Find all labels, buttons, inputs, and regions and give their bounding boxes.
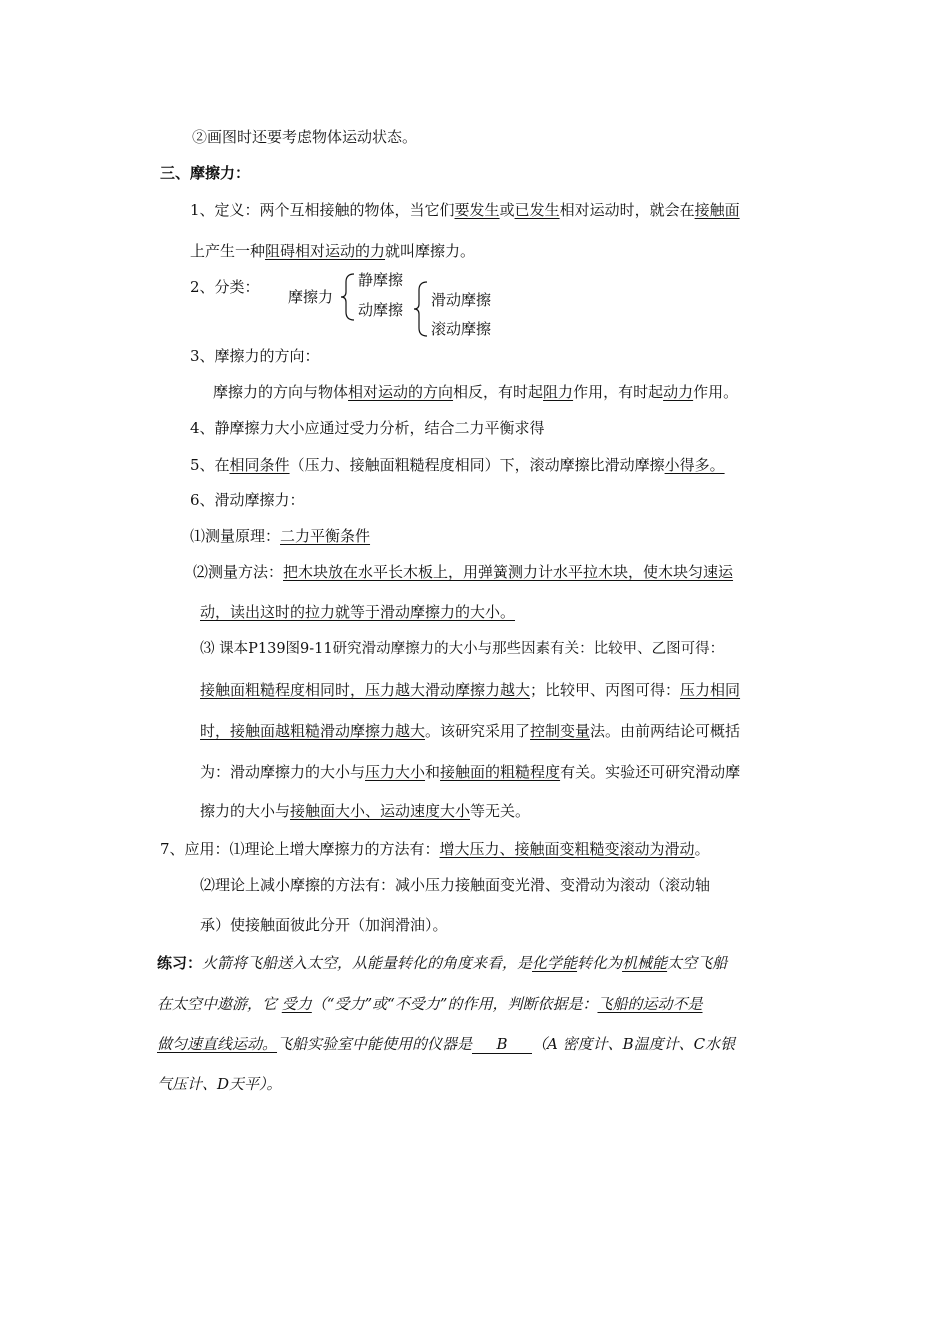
item-static-friction-size: 4、静摩擦力大小应通过受力分析，结合二力平衡求得 [190, 419, 545, 437]
section-heading-friction: 三、摩擦力： [160, 164, 251, 182]
experiment-line-4: 为：滑动摩擦力的大小与压力大小和接触面的粗糙程度有关。实验还可研究滑动摩 [200, 763, 741, 781]
experiment-line-5: 擦力的大小与接触面大小、运动速度大小等无关。 [200, 802, 531, 820]
definition-line-1: 1、定义：两个互相接触的物体，当它们要发生或已发生相对运动时，就会在接触面 [190, 201, 740, 219]
exercise-line-4: 气压计、D天平）。 [157, 1075, 282, 1093]
direction-title: 3、摩擦力的方向： [190, 347, 320, 365]
application-line-2: ⑵理论上减小摩擦的方法有：减小压力接触面变光滑、变滑动为滚动（滚动轴 [200, 876, 711, 894]
rolling-friction-node: 滚动摩擦 [431, 320, 492, 338]
measure-method-line-1: ⑵测量方法：把木块放在水平长木板上，用弹簧测力计水平拉木块，使木块匀速运 [193, 563, 734, 581]
application-line-1: 7、应用：⑴理论上增大摩擦力的方法有：增大压力、接触面变粗糙变滚动为滑动。 [160, 840, 710, 858]
experiment-line-2: 接触面粗糙程度相同时，压力越大滑动摩擦力越大；比较甲、丙图可得：压力相同 [200, 681, 741, 699]
classification-label: 2、分类： [190, 278, 260, 296]
measure-method-line-2: 动，读出这时的拉力就等于滑动摩擦力的大小。 [200, 603, 516, 621]
brace-right [413, 280, 429, 338]
item-rolling-vs-sliding: 5、在相同条件（压力、接触面粗糙程度相同）下，滚动摩擦比滑动摩擦小得多。 [190, 456, 725, 474]
experiment-line-1: ⑶ 课本P139图9-11研究滑动摩擦力的大小与那些因素有关：比较甲、乙图可得： [200, 641, 725, 657]
application-line-3: 承）使接触面彼此分开（加润滑油）。 [200, 916, 448, 934]
measure-principle: ⑴测量原理：二力平衡条件 [190, 527, 371, 545]
exercise-line-3: 做匀速直线运动。飞船实验室中能使用的仪器是 B （A 密度计、B温度计、C水银 [157, 1035, 736, 1053]
experiment-line-3: 时，接触面越粗糙滑动摩擦力越大。该研究采用了控制变量法。由前两结论可概括 [200, 722, 741, 740]
kinetic-friction-node: 动摩擦 [358, 301, 404, 319]
sliding-friction-node: 滑动摩擦 [431, 291, 492, 309]
definition-line-2: 上产生一种阻碍相对运动的力就叫摩擦力。 [190, 242, 476, 260]
answer-blank: B [472, 1035, 532, 1054]
line-draw-note: ②画图时还要考虑物体运动状态。 [192, 128, 418, 146]
exercise-line-1: 练习：火箭将飞船送入太空，从能量转化的角度来看，是化学能转化为机械能太空飞船 [157, 954, 728, 972]
exercise-label: 练习： [157, 954, 203, 972]
friction-root-node: 摩擦力 [288, 288, 334, 306]
item-sliding-friction: 6、滑动摩擦力： [190, 491, 305, 509]
exercise-line-2: 在太空中遨游，它 受力（“受力”或“不受力”的作用，判断依据是：飞船的运动不是 [157, 995, 703, 1013]
direction-text: 摩擦力的方向与物体相对运动的方向相反，有时起阻力作用，有时起动力作用。 [213, 383, 739, 401]
brace-left [340, 272, 356, 322]
static-friction-node: 静摩擦 [358, 271, 404, 289]
